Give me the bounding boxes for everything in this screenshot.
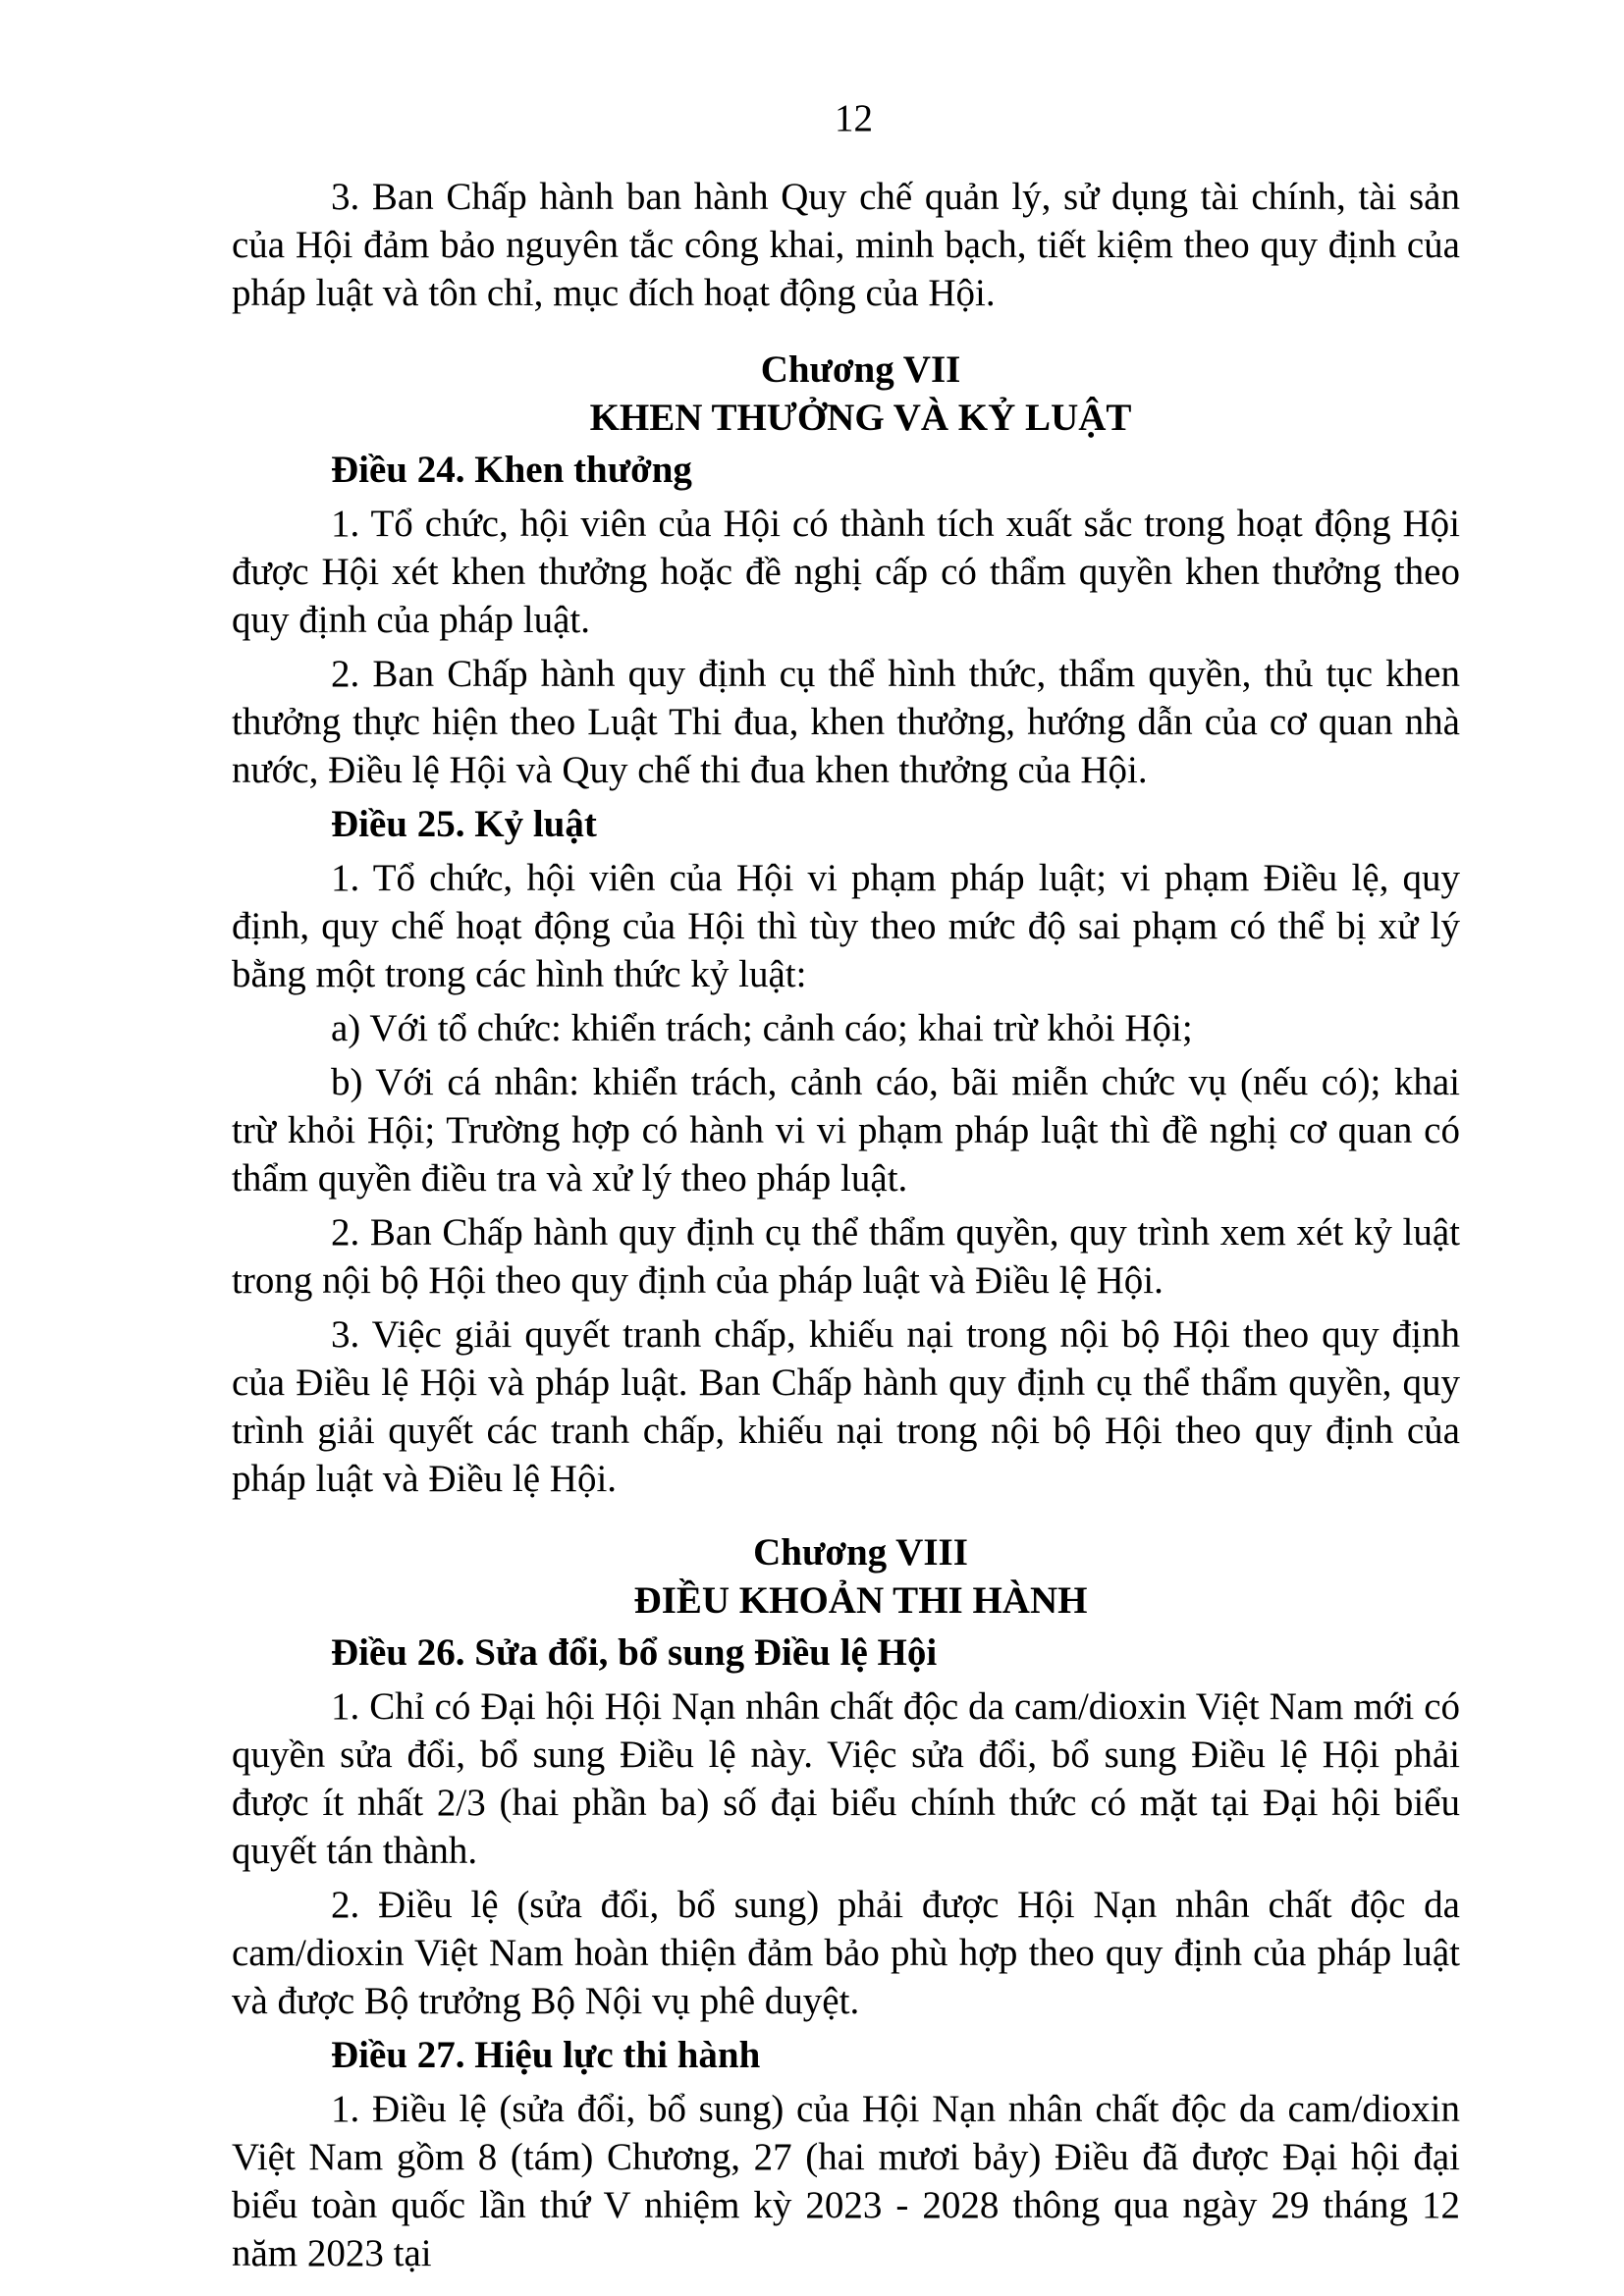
chapter-title: KHEN THƯỞNG VÀ KỶ LUẬT xyxy=(589,397,1132,439)
chapter-number: Chương VII xyxy=(760,348,961,391)
article-heading: Điều 24. Khen thưởng xyxy=(331,449,692,491)
paragraph: 1. Điều lệ (sửa đổi, bổ sung) của Hội Nạn nhân chất độc da cam/dioxin Việt Nam gồm 8 (tám) Chương, 27 (hai mươi bảy) Điều đã được Đại hội đại biểu toàn quốc lần thứ V nhiệm kỳ 2023 - 2028 thông qua ngày 29 tháng 12 năm 2023 tại xyxy=(232,2088,1460,2274)
paragraph: 1. Tổ chức, hội viên của Hội có thành tích xuất sắc trong hoạt động Hội được Hội xét khen thưởng hoặc đề nghị cấp có thẩm quyền khen thưởng theo quy định của pháp luật. xyxy=(232,503,1460,641)
paragraph: a) Với tổ chức: khiển trách; cảnh cáo; khai trừ khỏi Hội; xyxy=(331,1007,1193,1049)
paragraph: 2. Ban Chấp hành quy định cụ thể thẩm quyền, quy trình xem xét kỷ luật trong nội bộ Hội theo quy định của pháp luật và Điều lệ Hội. xyxy=(232,1211,1460,1302)
article-heading: Điều 26. Sửa đổi, bổ sung Điều lệ Hội xyxy=(331,1631,938,1674)
paragraph: 2. Điều lệ (sửa đổi, bổ sung) phải được Hội Nạn nhân chất độc da cam/dioxin Việt Nam hoàn thiện đảm bảo phù hợp theo quy định của pháp luật và được Bộ trưởng Bộ Nội vụ phê duyệt. xyxy=(232,1884,1460,2022)
paragraph: 3. Ban Chấp hành ban hành Quy chế quản lý, sử dụng tài chính, tài sản của Hội đảm bảo nguyên tắc công khai, minh bạch, tiết kiệm theo quy định của pháp luật và tôn chỉ, mục đích hoạt động của Hội. xyxy=(232,176,1460,314)
paragraph: b) Với cá nhân: khiển trách, cảnh cáo, bãi miễn chức vụ (nếu có); khai trừ khỏi Hội; Trường hợp có hành vi vi phạm pháp luật thì đề nghị cơ quan có thẩm quyền điều tra và xử lý theo pháp luật. xyxy=(232,1061,1460,1200)
paragraph: 2. Ban Chấp hành quy định cụ thể hình thức, thẩm quyền, thủ tục khen thưởng thực hiện theo Luật Thi đua, khen thưởng, hướng dẫn của cơ quan nhà nước, Điều lệ Hội và Quy chế thi đua khen thưởng của Hội. xyxy=(232,653,1460,791)
article-heading: Điều 27. Hiệu lực thi hành xyxy=(331,2034,761,2076)
page-number: 12 xyxy=(835,97,873,139)
paragraph: 1. Chỉ có Đại hội Hội Nạn nhân chất độc da cam/dioxin Việt Nam mới có quyền sửa đổi, bổ sung Điều lệ này. Việc sửa đổi, bổ sung Điều lệ Hội phải được ít nhất 2/3 (hai phần ba) số đại biểu chính thức có mặt tại Đại hội biểu quyết tán thành. xyxy=(232,1685,1460,1872)
article-heading: Điều 25. Kỷ luật xyxy=(331,803,597,845)
chapter-title: ĐIỀU KHOẢN THI HÀNH xyxy=(633,1579,1088,1622)
paragraph: 1. Tổ chức, hội viên của Hội vi phạm pháp luật; vi phạm Điều lệ, quy định, quy chế hoạt động của Hội thì tùy theo mức độ sai phạm có thể bị xử lý bằng một trong các hình thức kỷ luật: xyxy=(232,857,1460,995)
paragraph: 3. Việc giải quyết tranh chấp, khiếu nại trong nội bộ Hội theo quy định của Điều lệ Hội và pháp luật. Ban Chấp hành quy định cụ thể thẩm quyền, quy trình giải quyết các tranh chấp, khiếu nại trong nội bộ Hội theo quy định của pháp luật và Điều lệ Hội. xyxy=(232,1313,1460,1500)
chapter-number: Chương VIII xyxy=(753,1531,968,1574)
